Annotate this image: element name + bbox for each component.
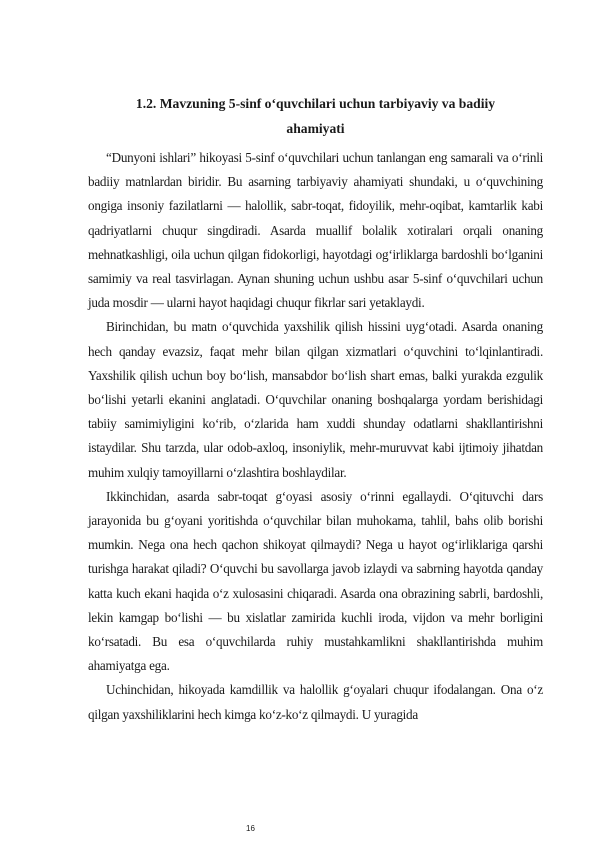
paragraph-third-point: Uchinchidan, hikoyada kamdillik va halollik g‘oyalari chuqur ifodalangan. Ona o‘z qilgan yaxshiliklarini hech kimga ko‘z-ko‘z qilmaydi. U yuragida	[88, 682, 543, 722]
paragraph-first-point: Birinchidan, bu matn o‘quvchida yaxshilik qilish hissini uyg‘otadi. Asarda onaning hech qanday evazsiz, faqat mehr bilan qilgan xizmatlari o‘quvchini to‘lqinlantiradi. Yaxshilik qilish uchun boy bo‘lish, mansabdor bo‘lish shart emas, balki yurakda ezgulik bo‘lishi yetarli ekanini anglatadi. O‘quvchilar onaning boshqalarga yordam berishidagi tabiiy samimiyligini ko‘rib, o‘zlarida ham xuddi shunday odatlarni shakllantirishni istaydilar. Shu tarzda, ular odob-axloq, insoniylik, mehr-muruvvat kabi ijtimoiy jihatdan muhim xulqiy tamoyillarni o‘zlashtira boshlaydilar.	[88, 319, 543, 480]
paragraph-intro: “Dunyoni ishlari” hikoyasi 5-sinf o‘quvchilari uchun tanlangan eng samarali va o‘rinli badiiy matnlardan biridir. Bu asarning tarbiyaviy ahamiyati shundaki, u o‘quvchining ongiga insoniy fazilatlarni — halollik, sabr-toqat, fidoyilik, mehr-oqibat, kamtarlik kabi qadriyatlarni chuqur singdiradi. Asarda muallif bolalik xotiralari orqali onaning mehnatkashligi, oila uchun qilgan fidokorligi, hayotdagi og‘irliklarga bardoshli bo‘lganini samimiy va real tasvirlagan. Aynan shuning uchun ushbu asar 5-sinf o‘quvchilari uchun juda mosdir — ularni hayot haqidagi chuqur fikrlar sari yetaklaydi.	[88, 150, 543, 311]
body-text	[88, 146, 543, 727]
page-number: 16	[246, 824, 255, 833]
section-heading-line-1: 1.2. Mavzuning 5-sinf o‘quvchilari uchun tarbiyaviy va badiiy	[135, 96, 496, 111]
section-heading-line-2: ahamiyati	[286, 121, 345, 136]
paragraph-second-point: Ikkinchidan, asarda sabr-toqat g‘oyasi asosiy o‘rinni egallaydi. O‘qituvchi dars jarayonida bu g‘oyani yoritishda o‘quvchilar bilan muhokama, tahlil, bahs olib borishi mumkin. Nega ona hech qachon shikoyat qilmaydi? Nega u hayot og‘irliklariga qarshi turishga harakat qiladi? O‘quvchi bu savollarga javob izlaydi va sabrning hayotda qanday katta kuch ekani haqida o‘z xulosasini chiqaradi. Asarda ona obrazining sabrli, bardoshli, lekin kamgap bo‘lishi — bu xislatlar zamirida kuchli iroda, vijdon va mehr borligini ko‘rsatadi. Bu esa o‘quvchilarda ruhiy mustahkamlikni shakllantirishda muhim ahamiyatga ega.	[88, 488, 543, 674]
section-heading	[88, 91, 543, 141]
